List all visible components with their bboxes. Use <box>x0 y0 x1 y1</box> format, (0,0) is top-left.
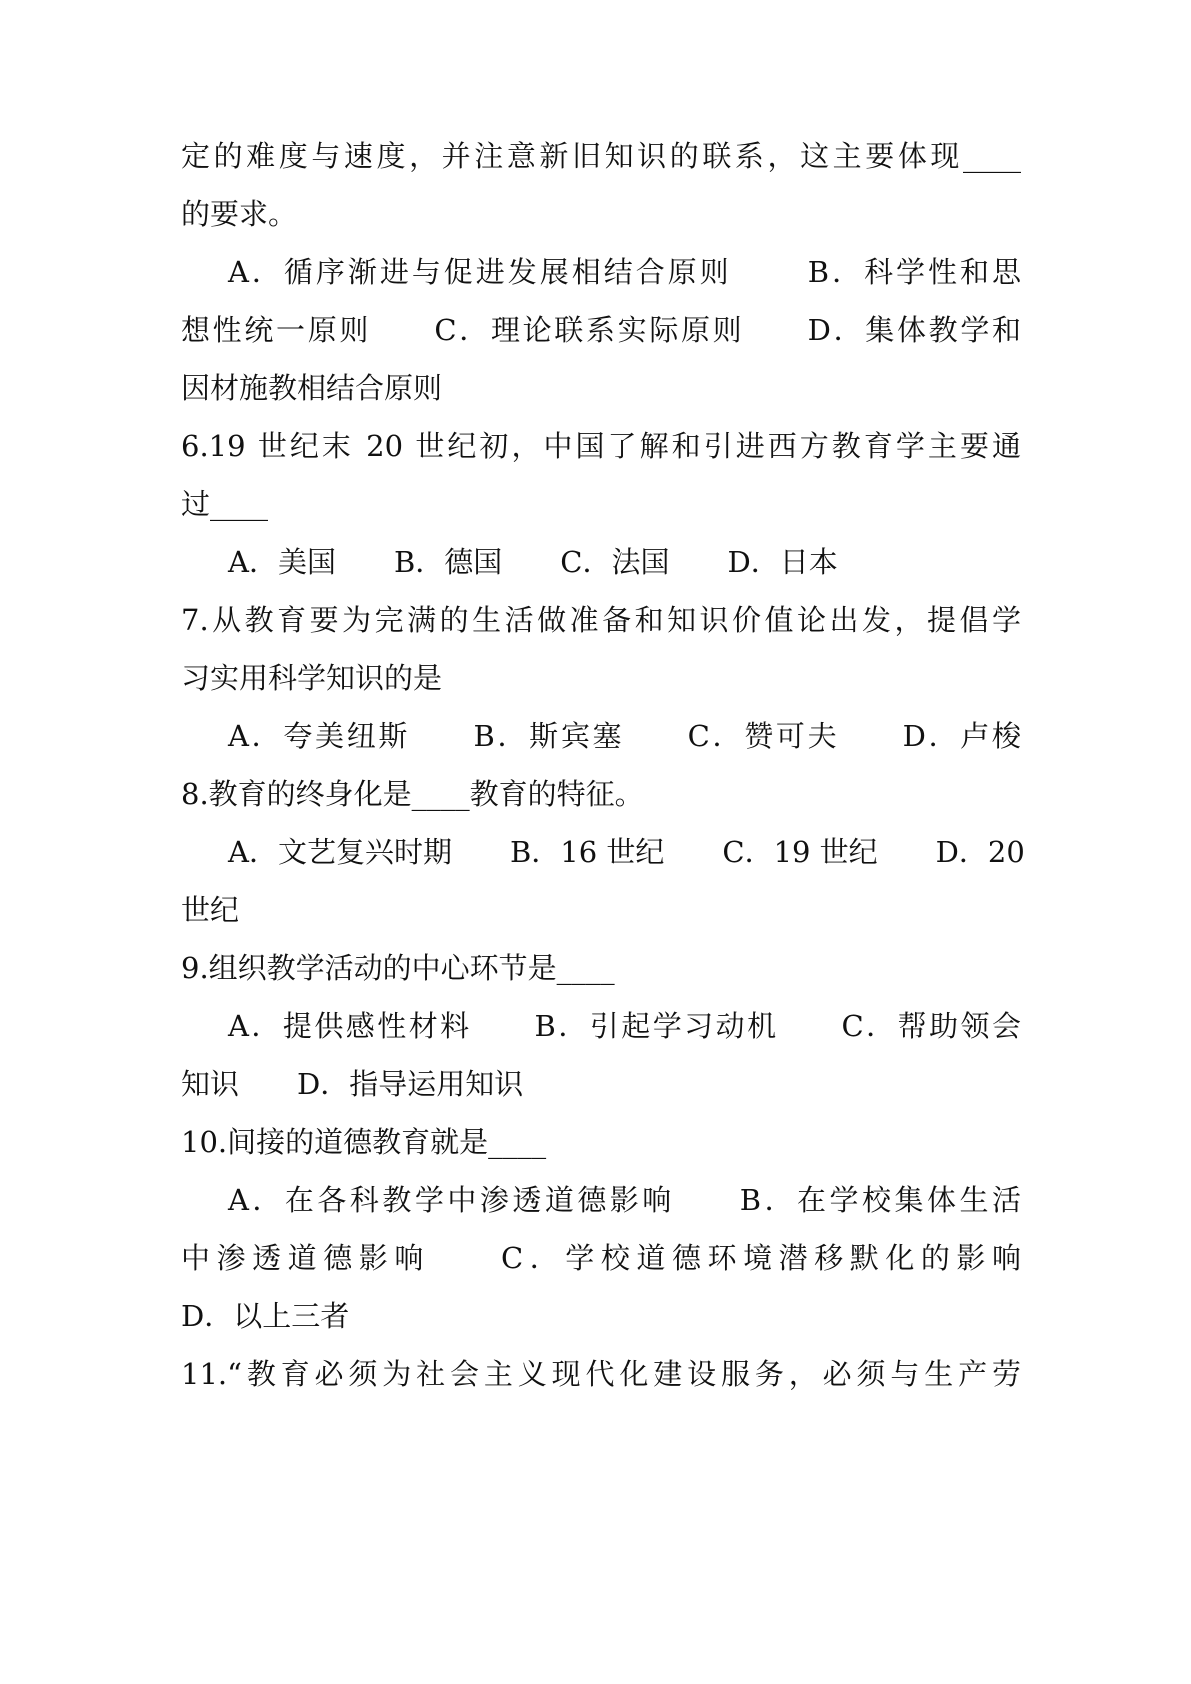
question-5-options-line-3: 因材施教相结合原则 <box>181 371 443 405</box>
question-10-options-line-3: D．以上三者 <box>181 1299 350 1333</box>
question-8-options-line-1: A．文艺复兴时期 B．16 世纪 C．19 世纪 D．20 <box>228 835 1025 869</box>
question-10-options-line-2: 中渗透道德影响 C．学校道德环境潜移默化的影响 <box>181 1241 1021 1275</box>
question-6-options: A．美国 B．德国 C．法国 D．日本 <box>228 545 838 579</box>
question-5-options-line-2: 想性统一原则 C．理论联系实际原则 D．集体教学和 <box>181 313 1021 347</box>
question-5-stem-line-2: 的要求。 <box>181 197 298 231</box>
question-6-stem-line-1: 6.19 世纪末 20 世纪初，中国了解和引进西方教育学主要通 <box>181 429 1021 463</box>
question-11-stem-line-1: 11.“教育必须为社会主义现代化建设服务，必须与生产劳 <box>181 1357 1021 1391</box>
question-7-options: A．夸美纽斯 B．斯宾塞 C．赞可夫 D．卢梭 <box>228 719 1021 753</box>
question-8-options-line-2: 世纪 <box>181 893 240 927</box>
question-10-stem: 10.间接的道德教育就是____ <box>181 1125 547 1159</box>
question-7-stem-line-1: 7.从教育要为完满的生活做准备和知识价值论出发，提倡学 <box>181 603 1021 637</box>
question-6-stem-line-2: 过____ <box>181 487 269 521</box>
question-9-stem: 9.组织教学活动的中心环节是____ <box>181 951 615 985</box>
question-7-stem-line-2: 习实用科学知识的是 <box>181 661 443 695</box>
question-5-stem-line-1: 定的难度与速度，并注意新旧知识的联系，这主要体现____ <box>181 139 1021 173</box>
question-5-options-line-1: A．循序渐进与促进发展相结合原则 B．科学性和思 <box>228 255 1021 289</box>
question-9-options-line-2: 知识 D．指导运用知识 <box>181 1067 524 1101</box>
question-9-options-line-1: A．提供感性材料 B．引起学习动机 C．帮助领会 <box>228 1009 1021 1043</box>
question-8-stem: 8.教育的终身化是____教育的特征。 <box>181 777 644 811</box>
question-10-options-line-1: A．在各科教学中渗透道德影响 B．在学校集体生活 <box>228 1183 1021 1217</box>
